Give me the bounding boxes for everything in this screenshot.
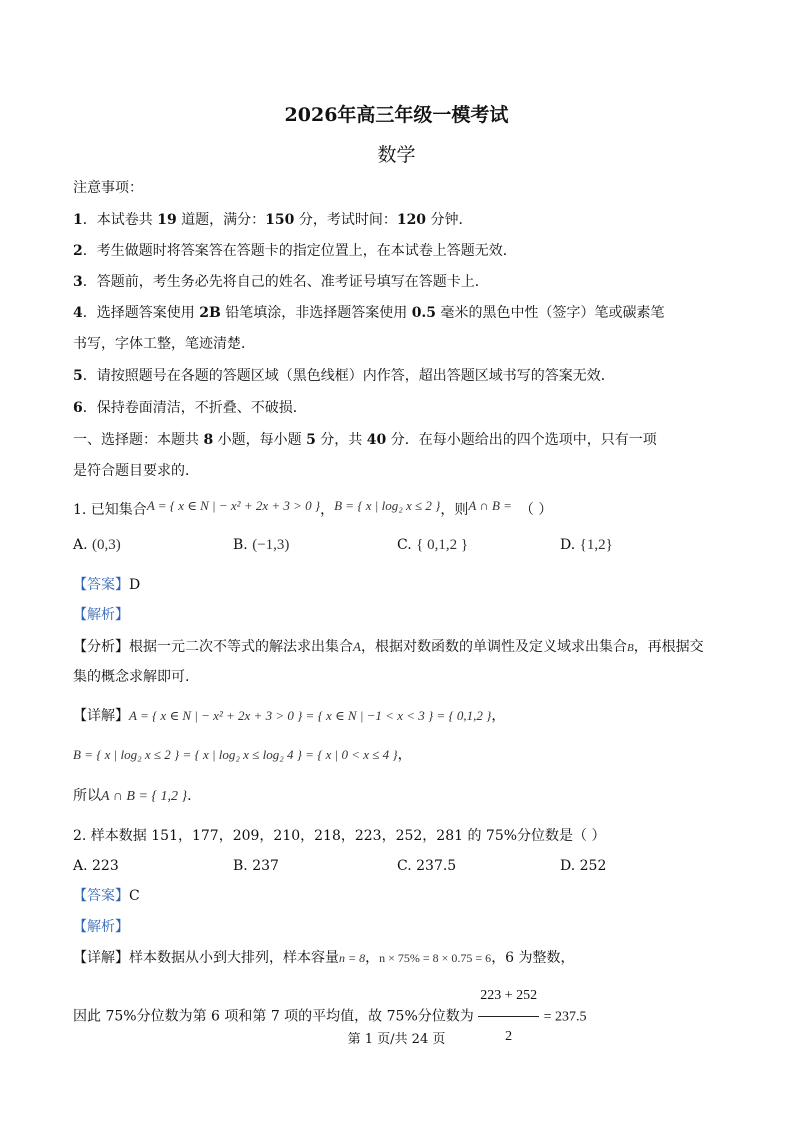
question-2: 2. 样本数据 151，177，209，210，218，223，252，281 的 75%分位数是（ ） xyxy=(73,828,606,844)
q2-option-c: C. 237.5 xyxy=(397,858,457,874)
q1-option-d: D. {1,2} xyxy=(560,537,613,553)
q2-detail-line1: 【详解】样本数据从小到大排列，样本容量n = 8，n × 75% = 8 × 0.75 = 6，6 为整数， xyxy=(73,950,575,966)
section-heading-cont: 是符合题目要求的． xyxy=(73,463,199,479)
q1-option-b: B. (−1,3) xyxy=(233,537,290,553)
q2-option-a: A. 223 xyxy=(73,858,119,874)
q1-option-c: C. { 0,1,2 } xyxy=(397,537,469,553)
q1-answer: 【答案】D xyxy=(73,577,141,593)
q1-option-a: A. (0,3) xyxy=(73,537,121,553)
subject-title: 数学 xyxy=(377,144,416,166)
q1-analysis-tag: 【解析】 xyxy=(73,607,129,623)
notice-item-6: 6．保持卷面清洁，不折叠、不破损． xyxy=(73,400,307,416)
page-footer: 第 1 页/共 24 页 xyxy=(347,1032,446,1047)
q2-detail-line2: 因此 75%分位数为第 6 项和第 7 项的平均值，故 75%分位数为 $\frac{223 + 252}{2}$ = 237.5 xyxy=(73,976,586,1057)
notice-item-2: 2．考生做题时将答案答在答题卡的指定位置上，在本试卷上答题无效． xyxy=(73,243,517,259)
notice-item-5: 5．请按照题号在各题的答题区域（黑色线框）内作答，超出答题区域书写的答案无效． xyxy=(73,368,615,384)
q2-analysis-tag: 【解析】 xyxy=(73,919,129,935)
q1-fenxi-cont: 集的概念求解即可. xyxy=(73,669,190,685)
q2-option-b: B. 237 xyxy=(233,858,279,874)
notice-heading: 注意事项： xyxy=(73,180,143,196)
q1-conclusion: 所以A ∩ B = { 1,2 }. xyxy=(73,788,192,804)
q1-detail-line1: 【详解】A = { x ∈ N | − x² + 2x + 3 > 0 } = { x ∈ N | −1 < x < 3 } = { 0,1,2 }， xyxy=(73,708,506,724)
page-title: 2026年高三年级一模考试 xyxy=(284,104,509,126)
q2-answer: 【答案】C xyxy=(73,888,140,904)
notice-item-3: 3．答题前，考生务必先将自己的姓名、准考证号填写在答题卡上． xyxy=(73,274,489,290)
question-1: 1. 已知集合A = { x ∈ N | − x² + 2x + 3 > 0 }，B = { x | log₂ x ≤ 2 }，则A ∩ B = （ ） xyxy=(73,498,553,518)
set-b-expr: B = { x | log₂ x ≤ 2 } xyxy=(334,498,441,513)
q2-option-d: D. 252 xyxy=(560,858,607,874)
q1-fenxi: 【分析】根据一元二次不等式的解法求出集合A，根据对数函数的单调性及定义域求出集合B，再根据交 xyxy=(73,639,704,655)
q1-detail-line2: B = { x | log₂ x ≤ 2 } = { x | log₂ x ≤ log₂ 4 } = { x | 0 < x ≤ 4 }， xyxy=(73,747,412,763)
notice-item-4-cont: 书写，字体工整，笔迹清楚． xyxy=(73,336,255,352)
section-heading: 一、选择题：本题共 8 小题，每小题 5 分，共 40 分．在每小题给出的四个选项中，只有一项 xyxy=(73,432,657,448)
notice-item-4: 4．选择题答案使用 2B 铅笔填涂，非选择题答案使用 0.5 毫米的黑色中性（签字）笔或碳素笔 xyxy=(73,305,665,321)
fraction: $\frac{223 + 252}{2}$ xyxy=(478,976,539,1057)
notice-item-1: 1．本试卷共 19 道题，满分：150 分，考试时间：120 分钟． xyxy=(73,212,473,228)
set-a-expr: A = { x ∈ N | − x² + 2x + 3 > 0 } xyxy=(146,498,321,513)
